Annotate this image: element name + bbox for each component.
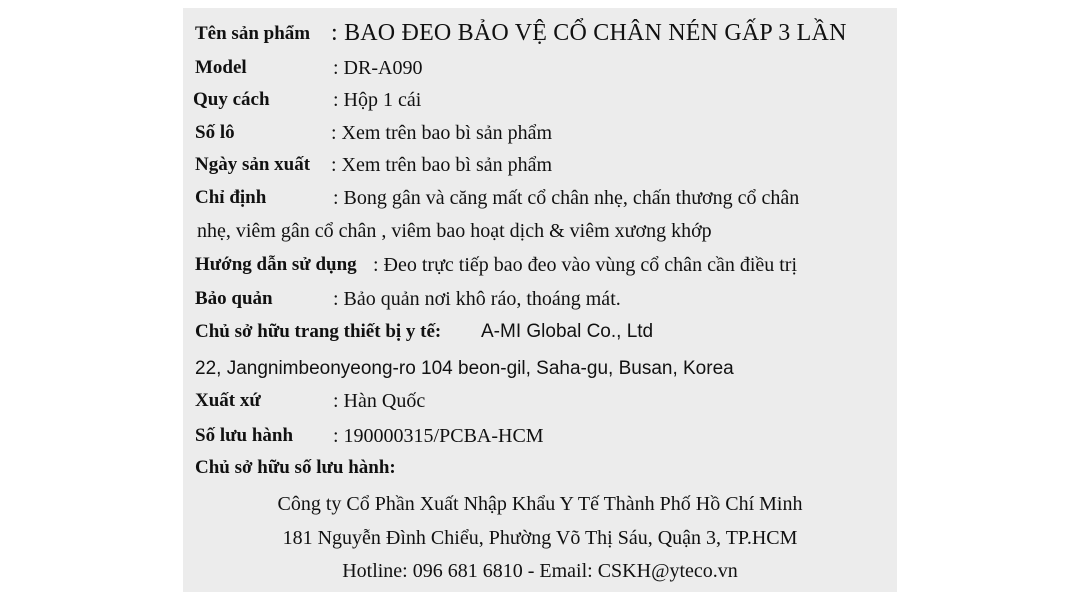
product-label-card — [183, 8, 897, 592]
storage-value: : Bảo quản nơi khô ráo, thoáng mát. — [333, 288, 621, 310]
lot-number-value: : Xem trên bao bì sản phẩm — [331, 122, 553, 144]
registration-number-value: : 190000315/PCBA-HCM — [333, 425, 544, 447]
device-owner-address: 22, Jangnimbeonyeong-ro 104 beon-gil, Saha-gu, Busan, Korea — [195, 358, 734, 379]
device-owner-value: A-MI Global Co., Ltd — [481, 321, 654, 342]
lot-number-label: Số lô — [195, 122, 235, 143]
indication-value: : Bong gân và căng mất cổ chân nhẹ, chấn thương cổ chân — [333, 187, 800, 209]
origin-value: : Hàn Quốc — [333, 390, 426, 412]
registration-owner-address: 181 Nguyễn Đình Chiểu, Phường Võ Thị Sáu, Quận 3, TP.HCM — [282, 527, 798, 549]
indication-label: Chỉ định — [195, 187, 267, 208]
origin-label: Xuất xứ — [195, 390, 261, 411]
usage-label: Hướng dẫn sử dụng — [195, 254, 357, 275]
model-label: Model — [195, 57, 247, 78]
manufacture-date-value: : Xem trên bao bì sản phẩm — [331, 154, 553, 176]
packing-value: : Hộp 1 cái — [333, 89, 422, 111]
model-value: : DR-A090 — [333, 57, 423, 79]
packing-label: Quy cách — [193, 89, 270, 110]
product-name-label: Tên sản phẩm — [195, 23, 311, 44]
device-owner-label: Chủ sở hữu trang thiết bị y tế: — [195, 321, 442, 342]
product-name-value: : BAO ĐEO BẢO VỆ CỔ CHÂN NÉN GẤP 3 LẦN — [331, 20, 847, 46]
indication-continuation: nhẹ, viêm gân cổ chân , viêm bao hoạt dịch & viêm xương khớp — [197, 220, 712, 242]
usage-value: : Đeo trực tiếp bao đeo vào vùng cổ chân cần điều trị — [373, 254, 798, 276]
storage-label: Bảo quản — [195, 288, 273, 309]
manufacture-date-label: Ngày sản xuất — [195, 154, 311, 175]
registration-owner-label: Chủ sở hữu số lưu hành: — [195, 457, 396, 478]
registration-owner-company: Công ty Cổ Phần Xuất Nhập Khẩu Y Tế Thành Phố Hồ Chí Minh — [277, 493, 803, 515]
registration-owner-contact: Hotline: 096 681 6810 - Email: CSKH@yteco.vn — [342, 560, 738, 582]
registration-number-label: Số lưu hành — [195, 425, 294, 446]
